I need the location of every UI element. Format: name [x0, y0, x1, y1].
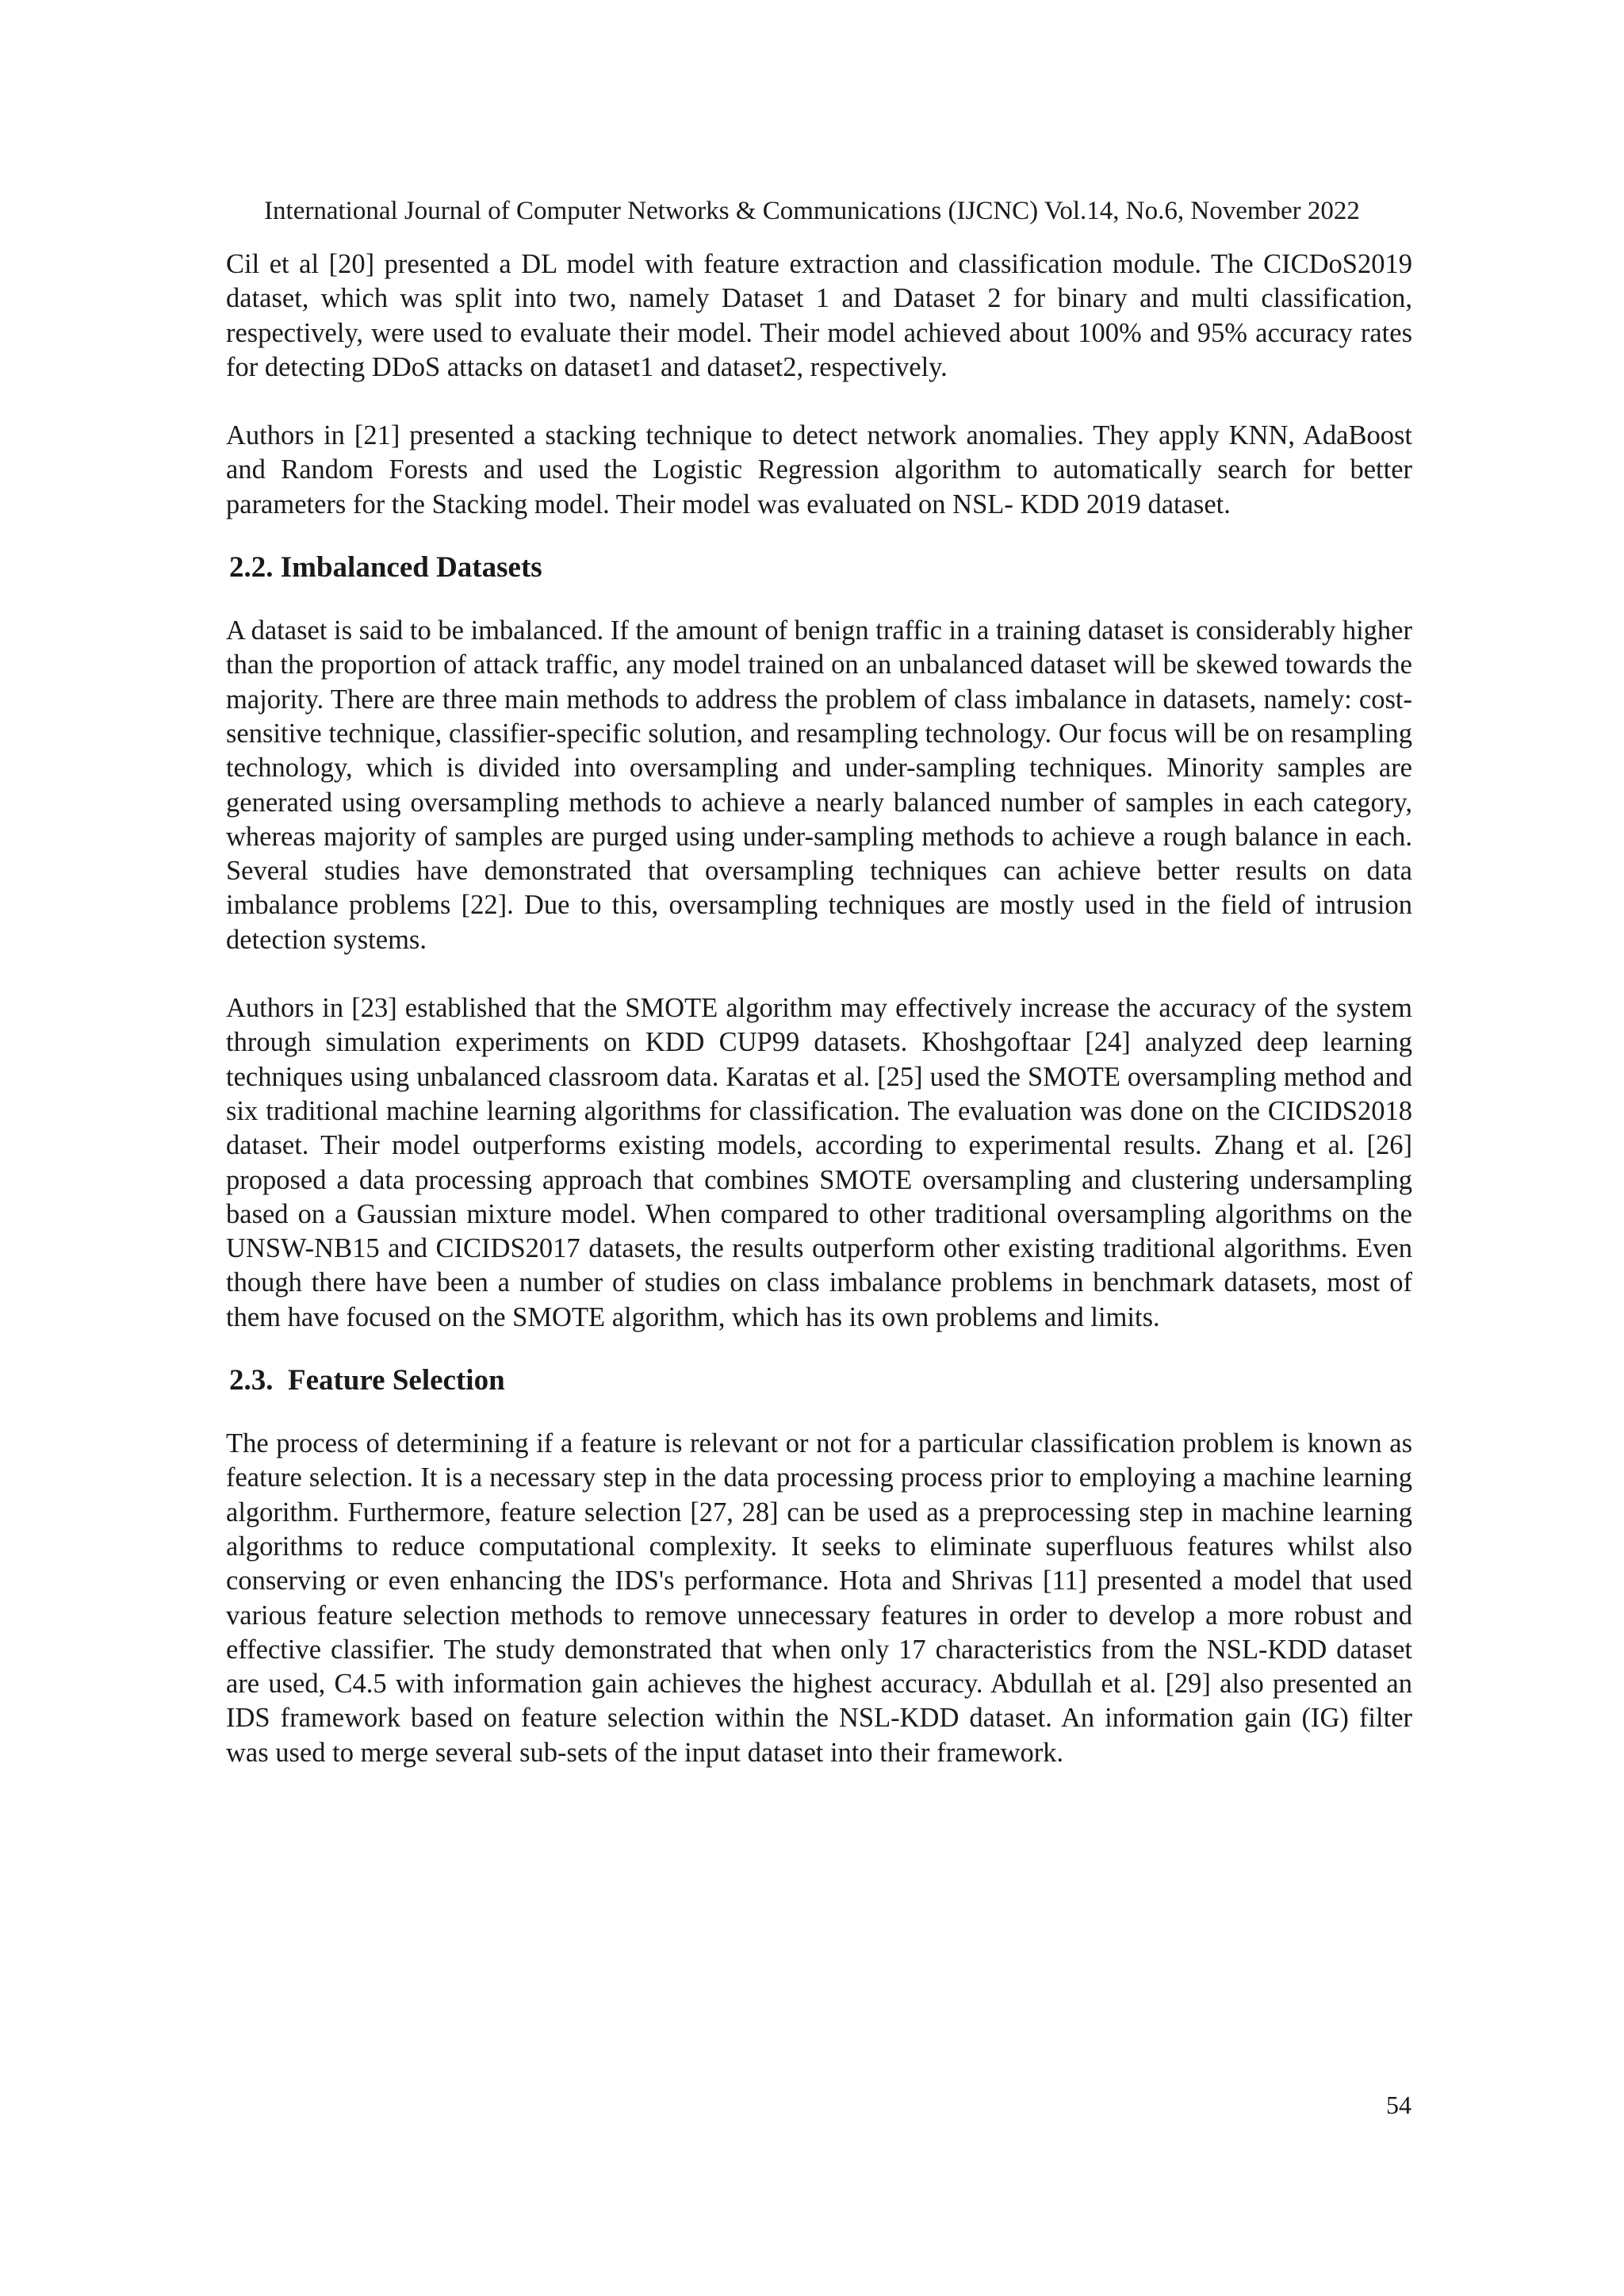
paragraph-stacking-technique: Authors in [21] presented a stacking technique to detect network anomalies. They apply KNN, AdaBoost and Random Forests and used the Logistic Regression algorithm to automatically search for better parameters for the Stacking model. Their model was evaluated on NSL- KDD 2019 dataset.: [226, 420, 1412, 519]
section-heading-feature-selection: 2.3. Feature Selection: [229, 1364, 505, 1397]
page-body: [226, 247, 1412, 1770]
paragraph-imbalanced-definition: A dataset is said to be imbalanced. If the amount of benign traffic in a training dataset is considerably higher than the proportion of attack traffic, any model trained on an unbalanced dataset will be skewed towards the majority. There are three main methods to address the problem of class imbalance in datasets, namely: cost-sensitive technique, classifier-specific solution, and resampling technology. Our focus will be on resampling technology, which is divided into oversampling and under-sampling techniques. Minority samples are generated using oversampling methods to achieve a nearly balanced number of samples in each category, whereas majority of samples are purged using under-sampling methods to achieve a rough balance in each. Several studies have demonstrated that oversampling techniques can achieve better results on data imbalance problems [22]. Due to this, oversampling techniques are mostly used in the field of intrusion detection systems.: [226, 615, 1412, 955]
paragraph-smote-studies: Authors in [23] established that the SMOTE algorithm may effectively increase the accuracy of the system through simulation experiments on KDD CUP99 datasets. Khoshgoftaar [24] analyzed deep learning techniques using unbalanced classroom data. Karatas et al. [25] used the SMOTE oversampling method and six traditional machine learning algorithms for classification. The evaluation was done on the CICIDS2018 dataset. Their model outperforms existing models, according to experimental results. Zhang et al. [26] proposed a data processing approach that combines SMOTE oversampling and clustering undersampling based on a Gaussian mixture model. When compared to other traditional oversampling algorithms on the UNSW-NB15 and CICIDS2017 datasets, the results outperform other existing traditional algorithms. Even though there have been a number of studies on class imbalance problems in benchmark datasets, most of them have focused on the SMOTE algorithm, which has its own problems and limits.: [226, 993, 1412, 1332]
section-heading-imbalanced-datasets: 2.2. Imbalanced Datasets: [229, 551, 542, 585]
page-number: 54: [1386, 2091, 1411, 2119]
running-header: International Journal of Computer Networks & Communications (IJCNC) Vol.14, No.6, November 2022: [264, 197, 1360, 225]
paragraph-feature-selection: The process of determining if a feature is relevant or not for a particular classification problem is known as feature selection. It is a necessary step in the data processing process prior to employing a machine learning algorithm. Furthermore, feature selection [27, 28] can be used as a preprocessing step in machine learning algorithms to reduce computational complexity. It seeks to eliminate superfluous features whilst also conserving or even enhancing the IDS's performance. Hota and Shrivas [11] presented a model that used various feature selection methods to remove unnecessary features in order to develop a more robust and effective classifier. The study demonstrated that when only 17 characteristics from the NSL-KDD dataset are used, C4.5 with information gain achieves the highest accuracy. Abdullah et al. [29] also presented an IDS framework based on feature selection within the NSL-KDD dataset. An information gain (IG) filter was used to merge several sub-sets of the input dataset into their framework.: [226, 1428, 1412, 1768]
paragraph-cil-et-al: Cil et al [20] presented a DL model with feature extraction and classification module. The CICDoS2019 dataset, which was split into two, namely Dataset 1 and Dataset 2 for binary and multi classification, respectively, were used to evaluate their model. Their model achieved about 100% and 95% accuracy rates for detecting DDoS attacks on dataset1 and dataset2, respectively.: [226, 249, 1412, 382]
